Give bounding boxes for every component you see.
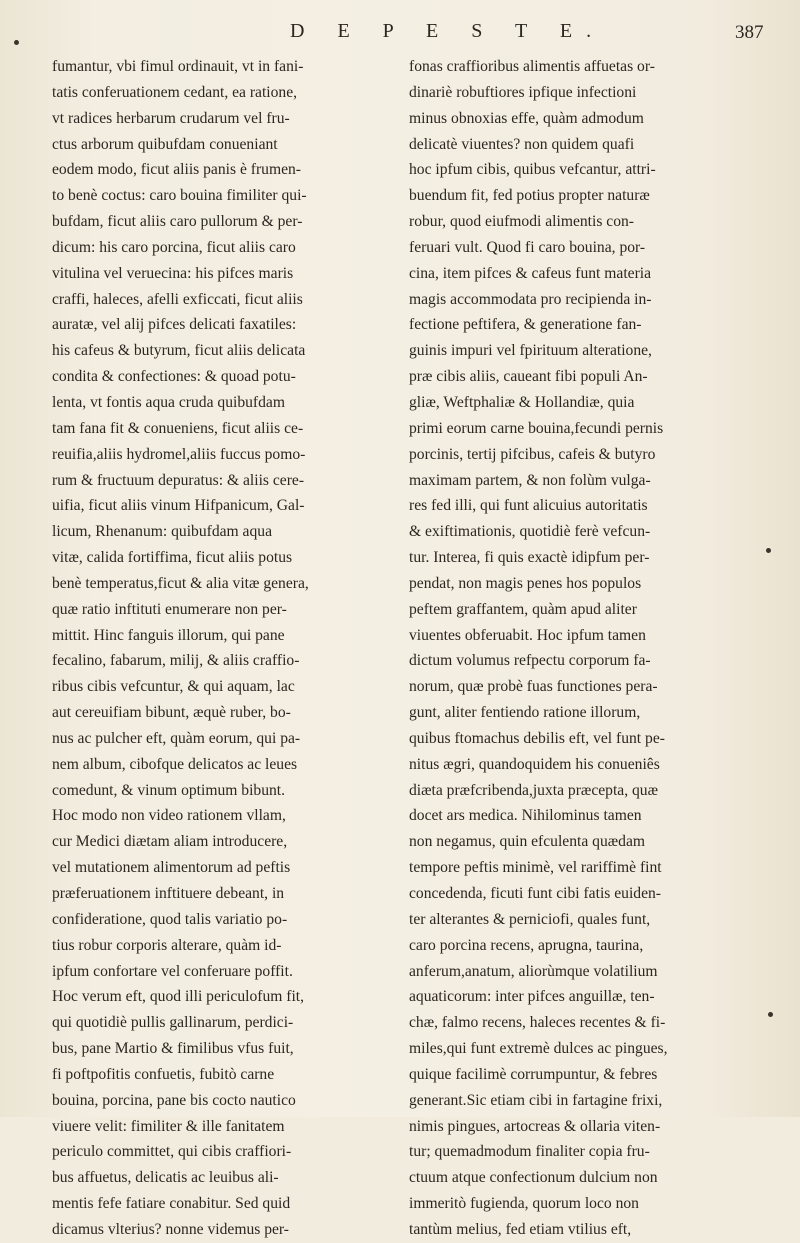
left-column-line: periculo committet, qui cibis craffiori- — [52, 1143, 292, 1161]
left-column-line: bufdam, ficut aliis caro pullorum & per- — [52, 213, 303, 231]
right-column-line: nimis pingues, artocreas & ollaria viten- — [409, 1117, 661, 1135]
left-column-line: vitæ, calida fortiffima, ficut aliis potus — [52, 549, 293, 567]
left-column-line: uifia, ficut aliis vinum Hifpanicum, Gal- — [52, 497, 305, 515]
right-column-line: præ cibis aliis, caueant fibi populi An- — [409, 368, 648, 386]
left-column-line: Hoc modo non video rationem vllam, — [52, 807, 286, 825]
left-column-line: his cafeus & butyrum, ficut aliis delicata — [52, 342, 306, 360]
right-column-line: guinis impuri vel fpirituum alteratione, — [409, 342, 652, 360]
left-column-line: bus, pane Martio & fimilibus vfus fuit, — [52, 1040, 294, 1058]
right-column-line: maximam partem, & non folùm vulga- — [409, 471, 651, 489]
right-column-line: gunt, aliter fentiendo ratione illorum, — [409, 704, 641, 722]
right-column-line: fonas craffioribus alimentis affuetas or- — [409, 58, 655, 75]
right-column-line: delicatè viuentes? non quidem quafi — [409, 135, 635, 153]
right-column-line: fectione peftifera, & generatione fan- — [409, 316, 642, 334]
right-column-line: diæta præfcribenda,juxta præcepta, quæ — [409, 781, 658, 799]
right-column-line: generant.Sic etiam cibi in fartagine frixi, — [409, 1091, 663, 1109]
right-column-line: buendum fit, fed potius propter naturæ — [409, 187, 650, 205]
right-column-line: quibus ftomachus debilis eft, vel funt pe- — [409, 729, 665, 747]
left-column-line: to benè coctus: caro bouina fimiliter qui- — [52, 187, 307, 205]
right-column-line: peftem graffantem, quàm apud aliter — [409, 600, 637, 618]
right-column-line: ter alterantes & perniciofi, quales funt, — [409, 910, 651, 928]
left-column-line: craffi, haleces, afelli exficcati, ficut aliis — [52, 290, 303, 308]
left-column-line: confideratione, quod talis variatio po- — [52, 910, 288, 928]
right-column-line: robur, quod eiufmodi alimentis con- — [409, 213, 635, 231]
left-column-line: vel mutationem alimentorum ad peftis — [52, 859, 291, 877]
right-column-line: quique facilimè corrumpuntur, & febres — [409, 1065, 658, 1083]
left-column-line: eodem modo, ficut aliis panis è frumen- — [52, 161, 301, 179]
right-column-line: miles,qui funt extremè dulces ac pingues, — [409, 1040, 668, 1058]
right-column-line: gliæ, Weftphaliæ & Hollandiæ, quia — [409, 393, 635, 411]
left-column-line: qui quotidiè pullis gallinarum, perdici- — [52, 1014, 294, 1032]
right-column-line: cina, item pifces & cafeus funt materia — [409, 264, 652, 282]
left-column-line: rum & fructuum depuratus: & aliis cere- — [52, 471, 305, 489]
ink-speck — [14, 40, 19, 45]
left-column-line: ctus arborum quibufdam conueniant — [52, 135, 278, 153]
right-column-line: pendat, non magis penes hos populos — [409, 574, 642, 592]
left-column-line: ribus cibis vefcuntur, & qui aquam, lac — [52, 678, 295, 696]
left-column-line: mittit. Hinc fanguis illorum, qui pane — [52, 626, 285, 644]
left-column-line: aut cereuifiam bibunt, æquè ruber, bo- — [52, 704, 291, 722]
right-column-line: immeritò fugienda, quorum loco non — [409, 1195, 639, 1213]
ink-speck — [768, 1012, 773, 1017]
right-column-line: tantùm melius, fed etiam vtilius eft, — [409, 1220, 632, 1238]
left-column-line: tam fana fit & conueniens, ficut aliis ce- — [52, 419, 304, 437]
right-column-line: res fed illi, qui funt alicuius autoritatis — [409, 497, 648, 515]
left-column-line: comedunt, & vinum optimum bibunt. — [52, 781, 286, 799]
right-column-line: primi eorum carne bouina,fecundi pernis — [409, 419, 664, 437]
left-column-line: viuere velit: fimiliter & ille fanitatem — [52, 1117, 285, 1135]
left-column-line: nem album, cibofque delicatos ac leues — [52, 755, 298, 773]
left-column-line: dicamus vlterius? nonne videmus per- — [52, 1220, 289, 1238]
right-column-line: caro porcina recens, aprugna, taurina, — [409, 936, 644, 954]
right-column-line: porcinis, tertij pifcibus, cafeis & butyro — [409, 445, 656, 463]
right-column-line: concedenda, ficuti funt cibi fatis euiden- — [409, 885, 661, 902]
left-column-line: tius robur corporis alterare, quàm id- — [52, 936, 282, 954]
right-text-column — [409, 54, 743, 1243]
left-column-line: præferuationem inftituere debeant, in — [52, 885, 285, 902]
right-column-line: & exiftimationis, quotidiè ferè vefcun- — [409, 523, 651, 541]
right-column-line: hoc ipfum cibis, quibus vefcantur, attri- — [409, 161, 656, 179]
left-column-line: dicum: his caro porcina, ficut aliis caro — [52, 238, 296, 256]
left-column-line: bouina, porcina, pane bis cocto nautico — [52, 1091, 296, 1109]
left-column-line: mentis fefe fatiare conabitur. Sed quid — [52, 1195, 291, 1213]
left-text-column — [52, 54, 388, 1243]
left-column-line: tatis conferuationem cedant, ea ratione, — [52, 83, 298, 101]
right-column-line: chæ, falmo recens, haleces recentes & fi- — [409, 1014, 666, 1032]
right-column-line: viuentes obferuabit. Hoc ipfum tamen — [409, 626, 646, 644]
left-column-line: Hoc verum eft, quod illi periculofum fit, — [52, 988, 305, 1006]
right-column-line: docet ars medica. Nihilominus tamen — [409, 807, 642, 825]
left-column-line: vitulina vel veruecina: his pifces maris — [52, 264, 294, 282]
right-column-line: tur; quemadmodum finaliter copia fru- — [409, 1143, 650, 1161]
left-column-line: fecalino, fabarum, milij, & aliis craffio- — [52, 652, 300, 670]
left-column-line: fi poftpofitis confuetis, fubitò carne — [52, 1065, 275, 1083]
left-column-line: ipfum confortare vel conferuare poffit. — [52, 962, 293, 980]
page-number: 387 — [735, 22, 764, 43]
right-column-line: dinariè robuftiores ipfique infectioni — [409, 83, 637, 101]
left-column-line: fumantur, vbi fimul ordinauit, vt in fani- — [52, 58, 304, 75]
left-column-line: licum, Rhenanum: quibufdam aqua — [52, 523, 272, 541]
left-column-line: auratæ, vel alij pifces delicati faxatiles: — [52, 316, 297, 334]
right-column-line: norum, quæ probè fuas functiones pera- — [409, 678, 658, 696]
left-column-line: nus ac pulcher eft, quàm eorum, qui pa- — [52, 729, 301, 747]
right-column-line: nitus ægri, quandoquidem his conueniês — [409, 755, 660, 773]
ink-speck — [766, 548, 771, 553]
right-column-line: tur. Interea, fi quis exactè idipfum per- — [409, 549, 650, 567]
left-column-line: vt radices herbarum crudarum vel fru- — [52, 109, 290, 127]
right-column-line: minus obnoxias effe, quàm admodum — [409, 109, 644, 127]
running-head: D E P E S T E. — [290, 20, 606, 42]
left-column-line: condita & confectiones: & quoad potu- — [52, 368, 296, 386]
left-column-line: bus affuetus, delicatis ac leuibus ali- — [52, 1169, 279, 1187]
left-column-line: reuifia,aliis hydromel,aliis fuccus pomo- — [52, 445, 306, 463]
left-column-line: quæ ratio inftituti enumerare non per- — [52, 600, 287, 618]
left-column-line: lenta, vt fontis aqua cruda quibufdam — [52, 393, 285, 411]
page-header — [0, 6, 800, 46]
right-column-line: magis accommodata pro recipienda in- — [409, 290, 652, 308]
right-column-line: feruari vult. Quod fi caro bouina, por- — [409, 238, 646, 256]
right-column-line: aquaticorum: inter pifces anguillæ, ten- — [409, 988, 655, 1006]
right-column-line: anferum,anatum, aliorùmque volatilium — [409, 962, 658, 980]
left-column-line: benè temperatus,ficut & alia vitæ genera, — [52, 574, 309, 592]
right-column-line: dictum volumus refpectu corporum fa- — [409, 652, 651, 670]
left-column-line: cur Medici diætam aliam introducere, — [52, 833, 288, 851]
right-column-line: tempore peftis minimè, vel rariffimè fint — [409, 859, 662, 877]
right-column-line: non negamus, quin efculenta quædam — [409, 833, 646, 851]
right-column-line: ctuum atque confectionum dulcium non — [409, 1169, 658, 1187]
